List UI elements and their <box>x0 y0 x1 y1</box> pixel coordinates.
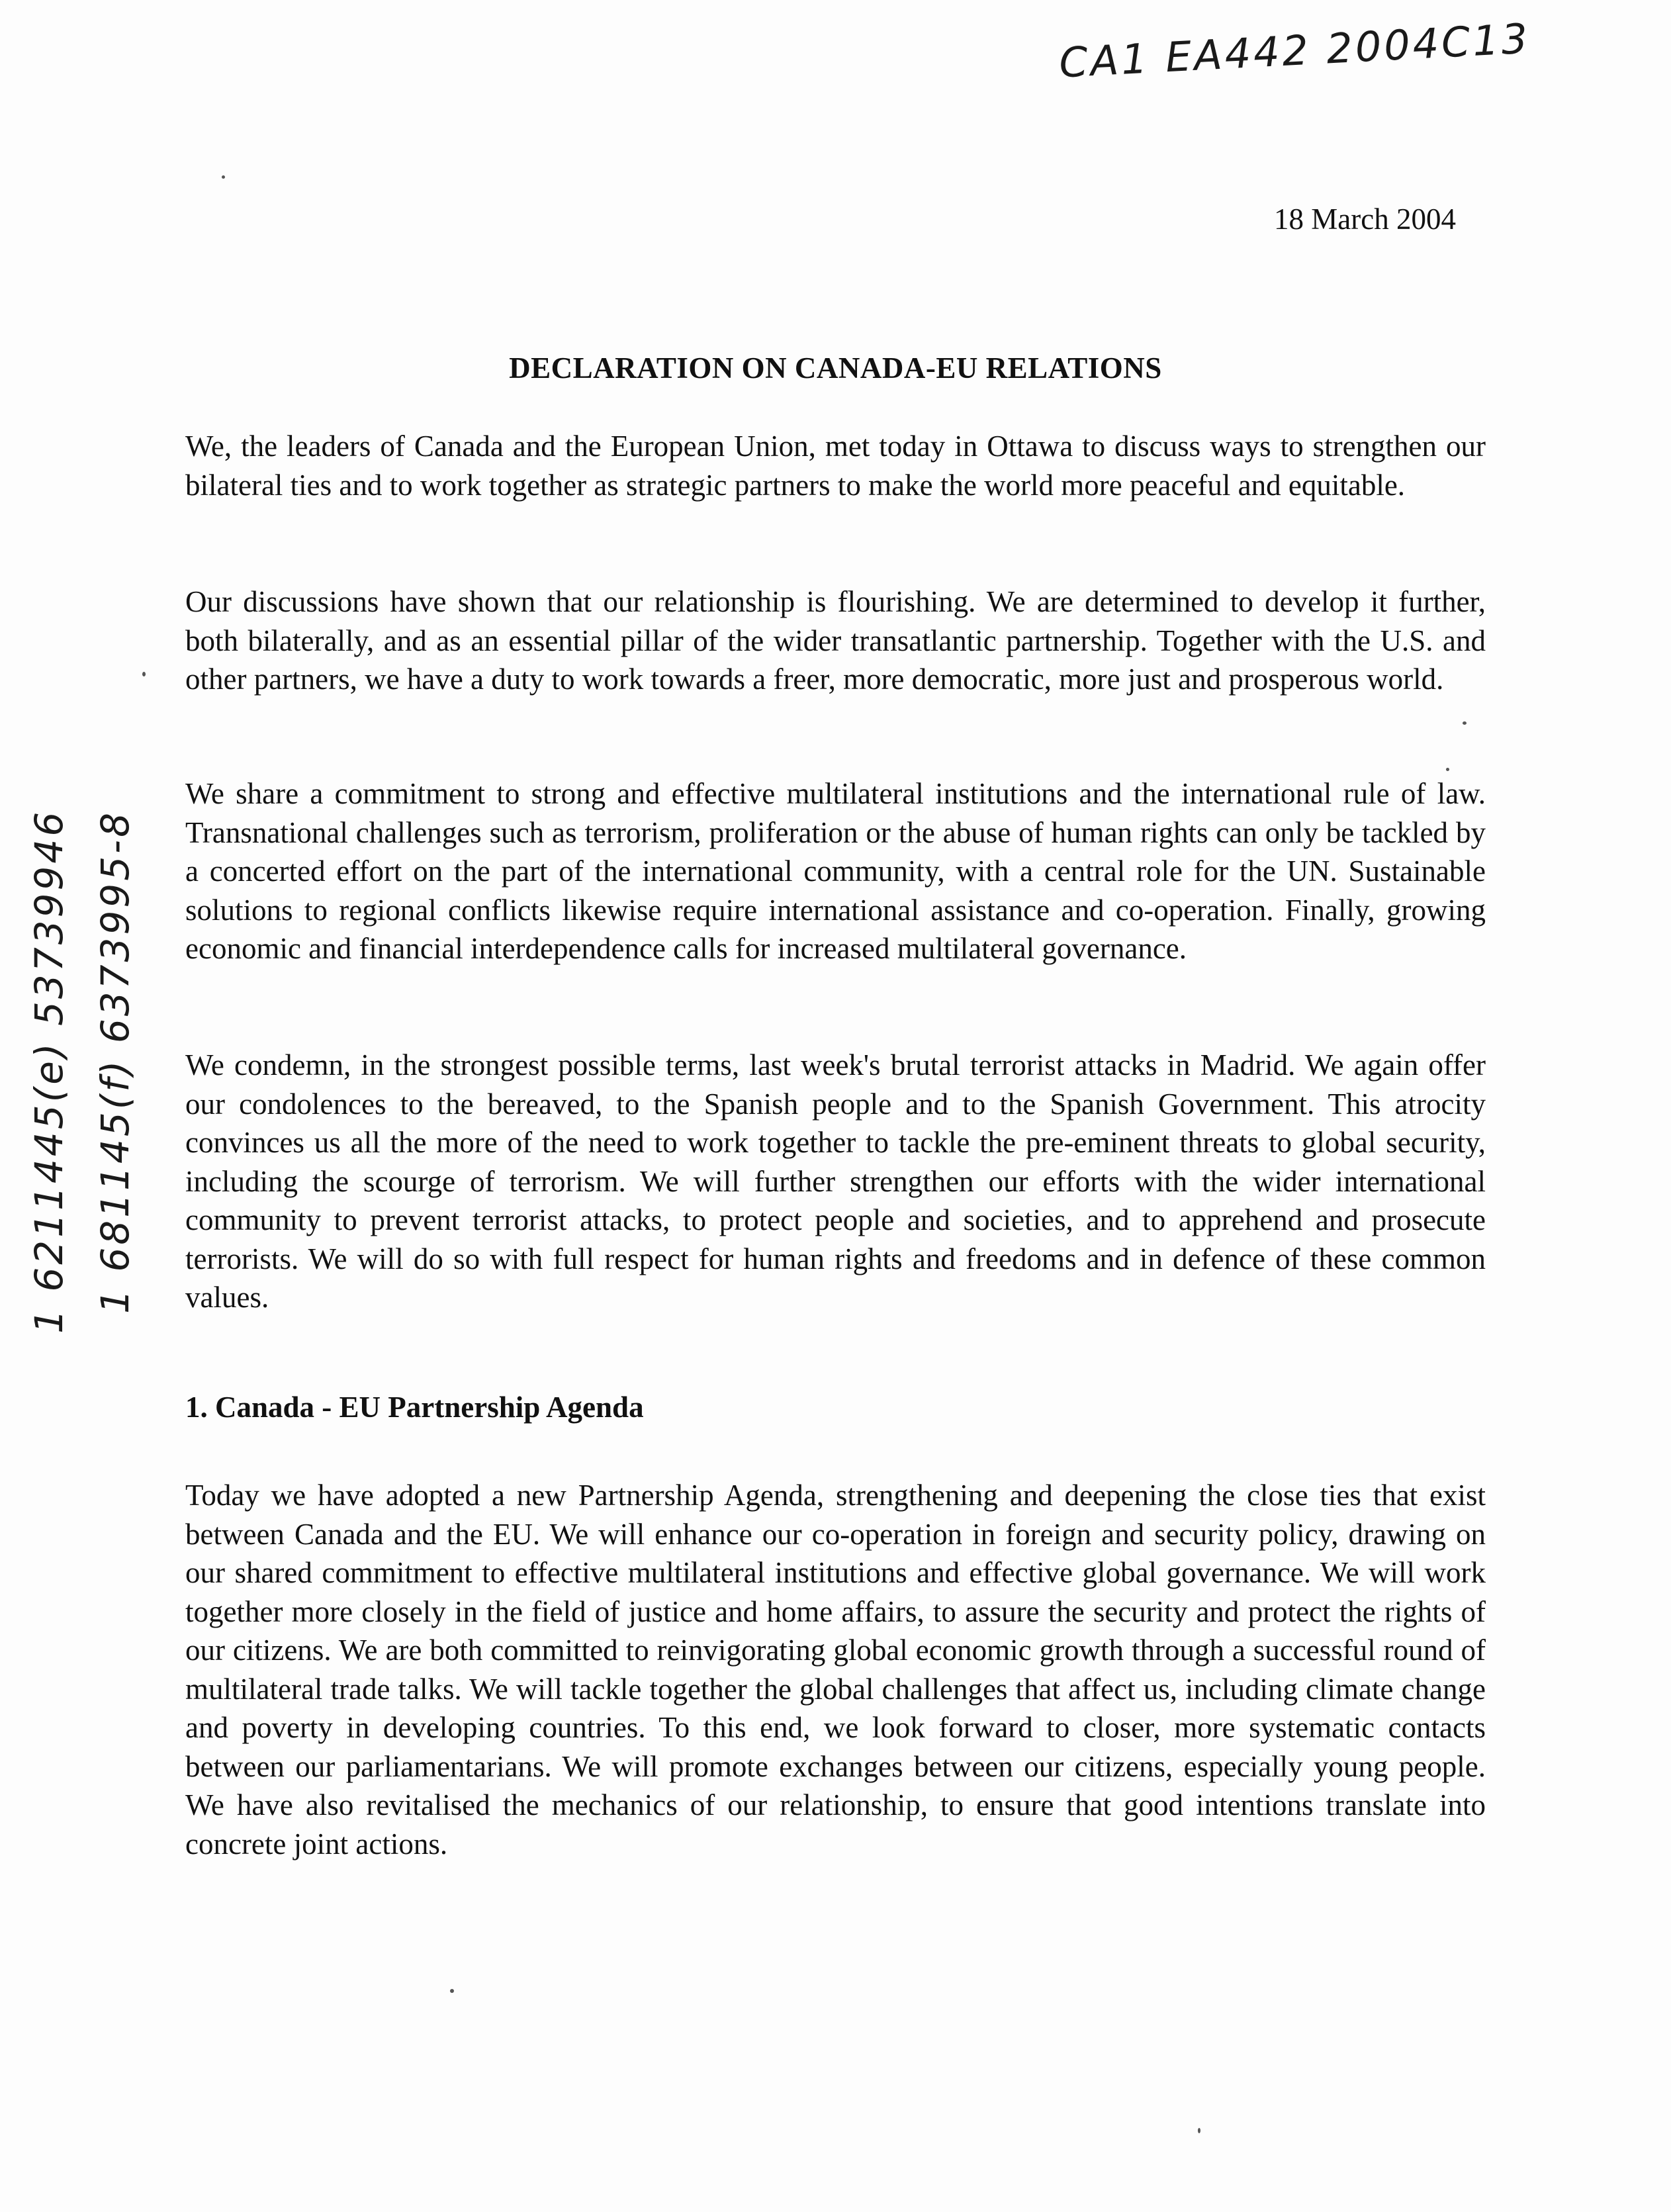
paragraph: We condemn, in the strongest possible terms, last week's brutal terrorist attacks in Madrid. We again offer our condolences to the bereaved, to the Spanish people and to the Spanish Government. This atrocity convinces us all the more of the need to work together to tackle the pre-eminent threats to global security, including the scourge of terrorism. We will further strengthen our efforts with the wider international community to prevent terrorist attacks, to protect people and societies, and to apprehend and prosecute terrorists. We will do so with full respect for human rights and freedoms and in defence of these common values. <box>185 1048 1486 1314</box>
handwritten-catalog-number: CA1 EA442 2004C13 <box>1058 14 1531 87</box>
handwritten-margin-note: 1 681145(f) 6373995-8 <box>93 810 138 1314</box>
paragraph: Today we have adopted a new Partnership Agenda, strengthening and deepening the close ties that exist between Canada and the EU. We will enhance our co-operation in foreign and security policy, drawing on our shared commitment to effective multilateral institutions and effective global governance. We will work together more closely in the field of justice and home affairs, to assure the security and protect the rights of our citizens. We are both committed to reinvigorating global economic growth through a successful round of multilateral trade talks. We will tackle together the global challenges that affect us, including climate change and poverty in developing countries. To this end, we look forward to closer, more systematic contacts between our parliamentarians. We will promote exchanges between our citizens, especially young people. We have also revitalised the mechanics of our relationship, to ensure that good intentions translate into concrete joint actions. <box>185 1479 1486 1861</box>
section-heading: 1. Canada - EU Partnership Agenda <box>185 1391 644 1424</box>
paragraph: Our discussions have shown that our relationship is flourishing. We are determined to develop it further, both bilaterally, and as an essential pillar of the wider transatlantic partnership. Together with the U.S. and other partners, we have a duty to work towards a freer, more democratic, more just and prosperous world. <box>185 585 1486 696</box>
scan-speck <box>1463 721 1467 725</box>
paragraph: We, the leaders of Canada and the European Union, met today in Ottawa to discuss ways to strengthen our bilateral ties and to work together as strategic partners to make the world more peaceful and equitable. <box>185 430 1486 502</box>
scan-speck <box>1446 768 1449 771</box>
document-title: DECLARATION ON CANADA-EU RELATIONS <box>509 351 1162 385</box>
scan-speck <box>222 175 225 179</box>
scan-speck <box>450 1989 454 1993</box>
paragraph: We share a commitment to strong and effective multilateral institutions and the international rule of law. Transnational challenges such as terrorism, proliferation or the abuse of human rights can only be tackled by a concerted effort on the part of the international community, with a central role for the UN. Sustainable solutions to regional conflicts likewise require international assistance and co-operation. Finally, growing economic and financial interdependence calls for increased multilateral governance. <box>185 777 1486 965</box>
document-date: 18 March 2004 <box>1274 203 1456 236</box>
scan-speck <box>1198 2128 1200 2133</box>
scan-speck <box>142 672 146 676</box>
handwritten-margin-note: 1 6211445(e) 53739946 <box>26 809 71 1334</box>
